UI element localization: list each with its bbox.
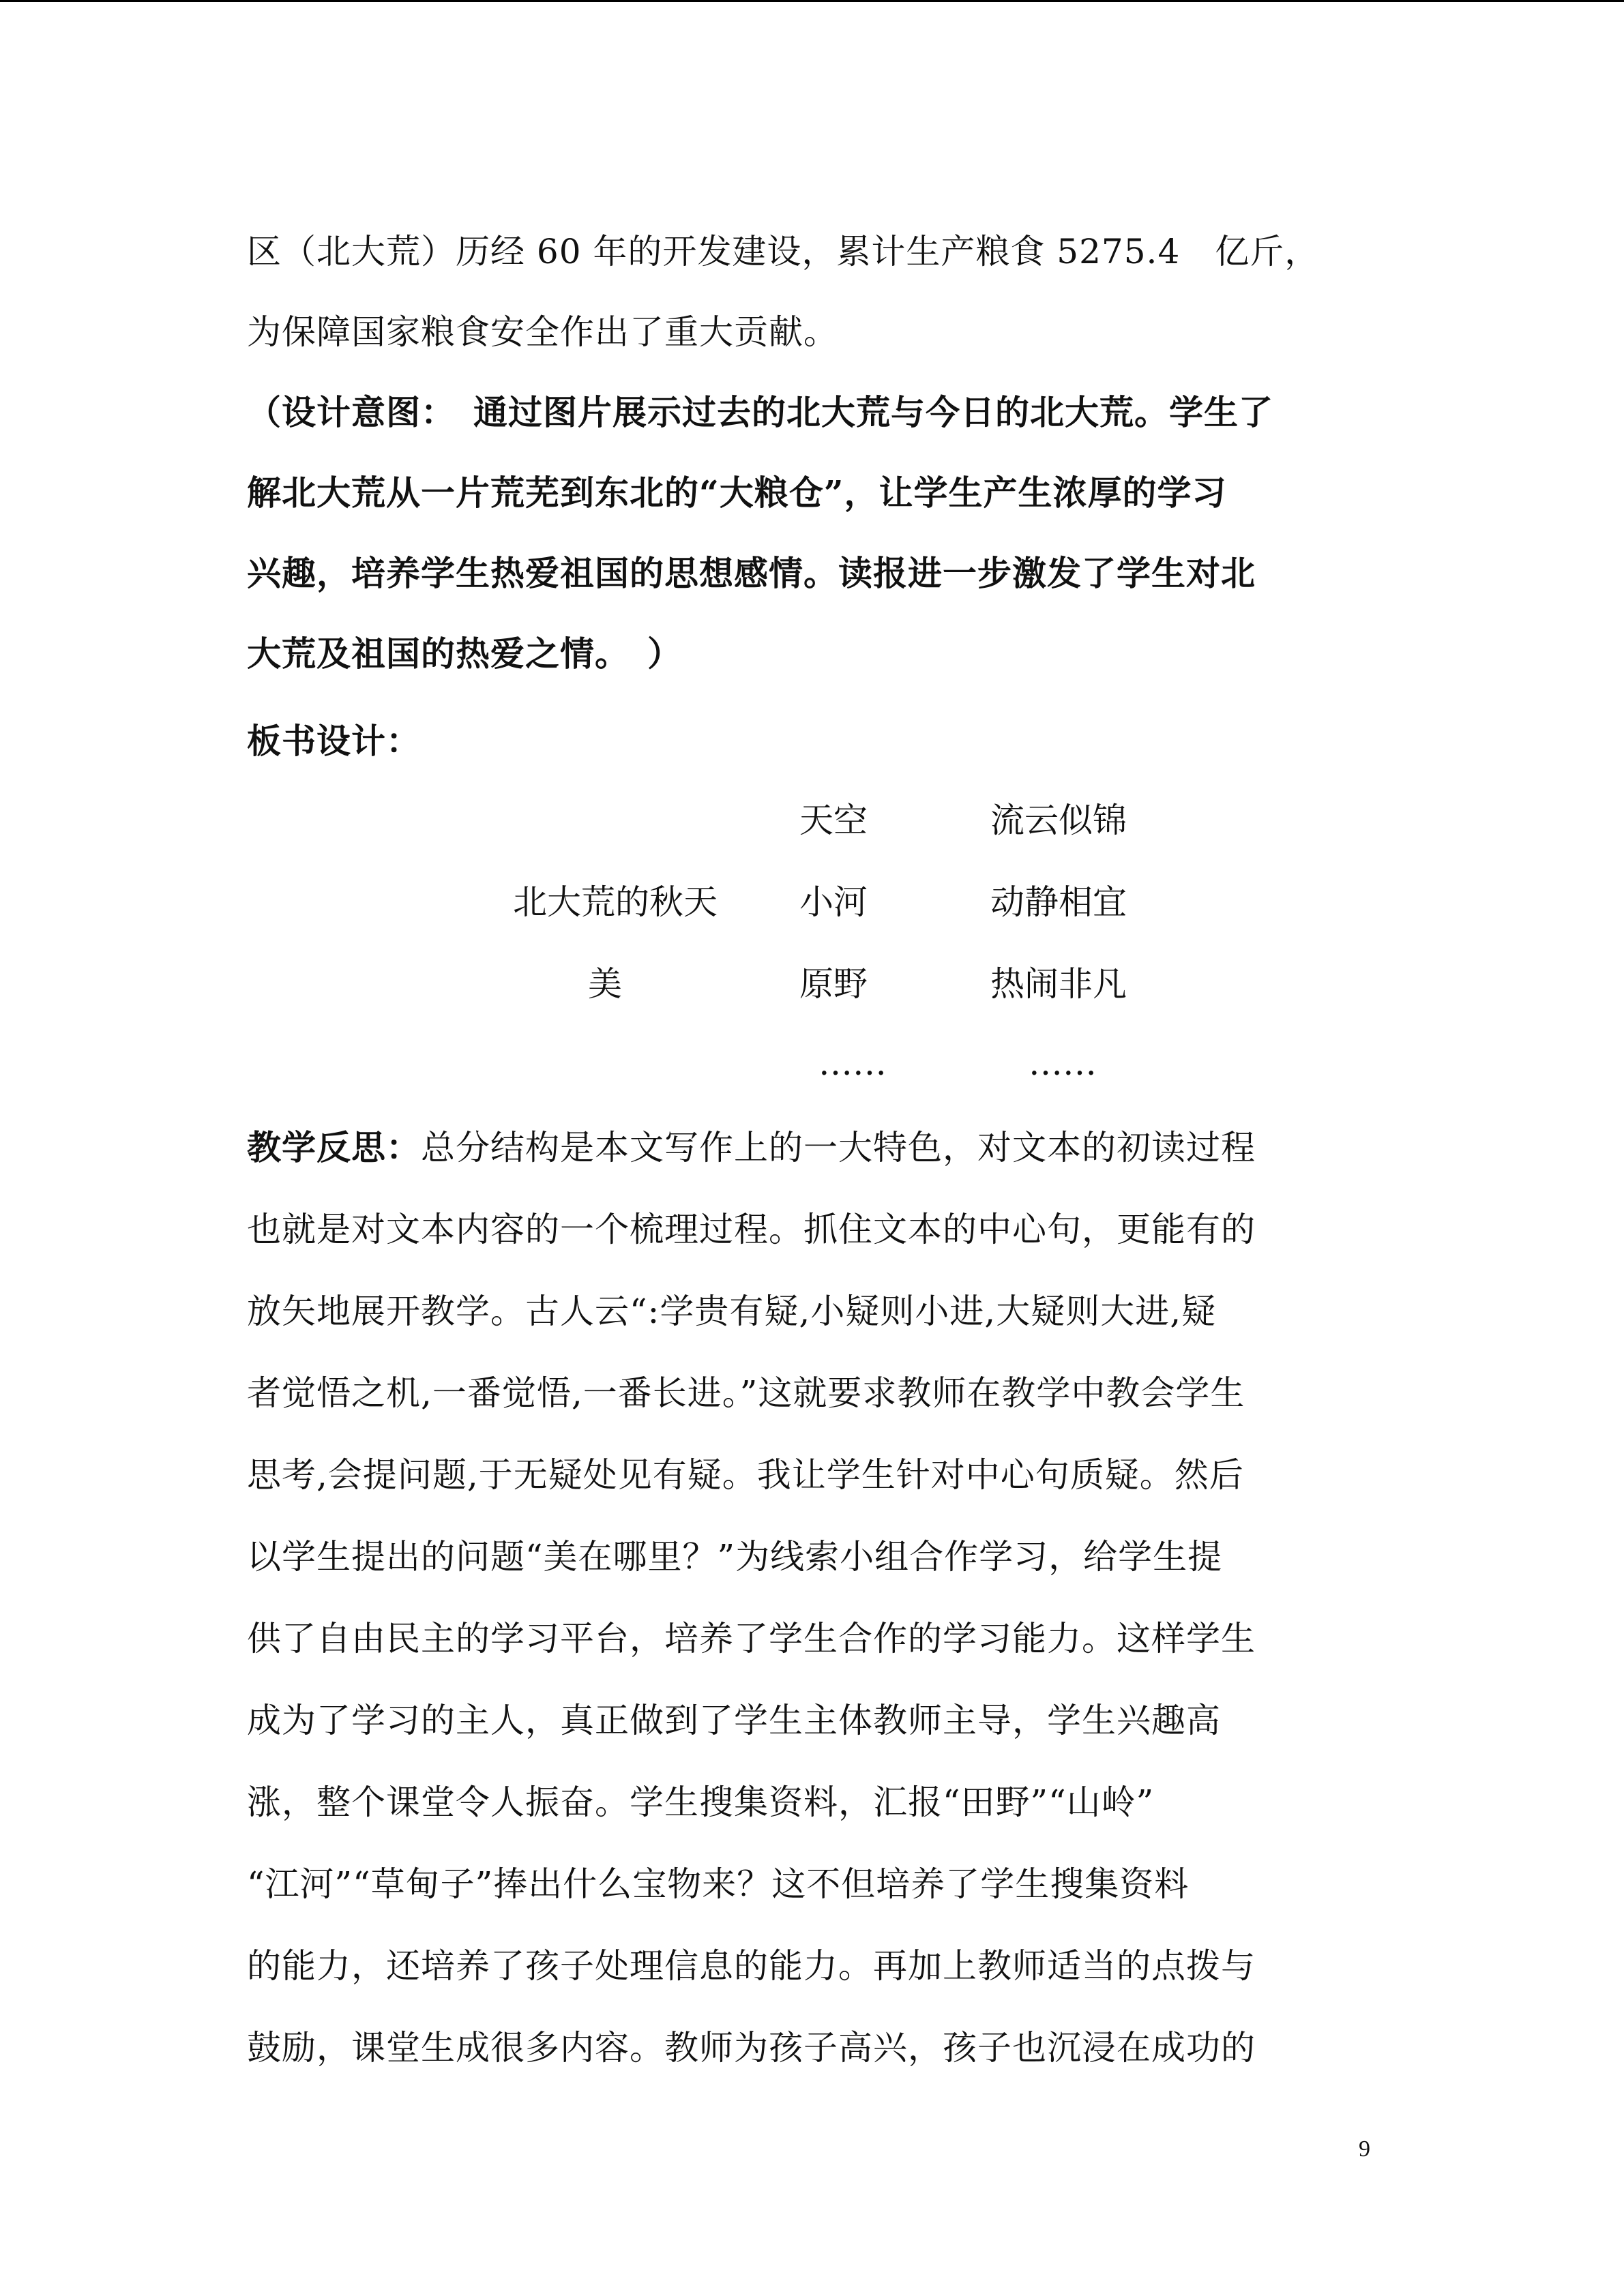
design-intent-line: 兴趣，培养学生热爱祖国的思想感情。读报进一步激发了学生对北 <box>247 553 1256 593</box>
board-theme: 美 <box>588 964 622 1004</box>
design-intent-line: （设计意图： 通过图片展示过去的北大荒与今日的北大荒。学生了 <box>247 392 1273 432</box>
reflection-heading: 教学反思： <box>247 1127 421 1167</box>
reflection-line: “江河”“草甸子”捧出什么宝物来？这不但培养了学生搜集资料 <box>247 1864 1190 1904</box>
board-scene: 天空 <box>799 801 868 840</box>
board-feature: 动静相宜 <box>990 882 1127 922</box>
design-intent-line: 解北大荒从一片荒芜到东北的“大粮仓”，让学生产生浓厚的学习 <box>247 473 1227 513</box>
reflection-line: 也就是对文本内容的一个梳理过程。抓住文本的中心句，更能有的 <box>247 1210 1256 1249</box>
board-title: 北大荒的秋天 <box>513 882 718 922</box>
reflection-line: 涨，整个课堂令人振奋。学生搜集资料，汇报“田野”“山岭” <box>247 1783 1155 1822</box>
reflection-line: 思考,会提问题,于无疑处见有疑。我让学生针对中心句质疑。然后 <box>247 1455 1244 1495</box>
reflection-first-line <box>247 1124 1256 1172</box>
board-scene: …… <box>818 1043 887 1083</box>
board-scene: 小河 <box>799 882 868 922</box>
board-feature: 流云似锦 <box>990 801 1127 840</box>
board-feature: 热闹非凡 <box>990 964 1127 1004</box>
page-number: 9 <box>1359 2136 1370 2162</box>
intro-line: 为保障国家粮食安全作出了重大贡献。 <box>247 312 838 352</box>
reflection-line: 成为了学习的主人，真正做到了学生主体教师主导，学生兴趣高 <box>247 1701 1221 1740</box>
page-top-border <box>0 0 1624 2</box>
board-feature: …… <box>1029 1043 1097 1083</box>
reflection-text: 总分结构是本文写作上的一大特色，对文本的初读过程 <box>421 1128 1256 1167</box>
reflection-line: 者觉悟之机,一番觉悟,一番长进。”这就要求教师在教学中教会学生 <box>247 1373 1245 1413</box>
reflection-line: 放矢地展开教学。古人云“:学贵有疑,小疑则小进,大疑则大进,疑 <box>247 1292 1217 1331</box>
intro-line: 区（北大荒）历经 60 年的开发建设，累计生产粮食 5275.4 亿斤， <box>247 232 1320 271</box>
board-design-heading: 板书设计： <box>247 721 421 761</box>
board-scene: 原野 <box>799 964 868 1004</box>
reflection-line: 供了自由民主的学习平台，培养了学生合作的学习能力。这样学生 <box>247 1619 1256 1658</box>
reflection-line: 以学生提出的问题“美在哪里？”为线索小组合作学习，给学生提 <box>247 1537 1223 1577</box>
reflection-line: 鼓励，课堂生成很多内容。教师为孩子高兴，孩子也沉浸在成功的 <box>247 2028 1256 2068</box>
design-intent-line: 大荒及祖国的热爱之情。 ） <box>247 633 682 674</box>
reflection-line: 的能力，还培养了孩子处理信息的能力。再加上教师适当的点拨与 <box>247 1946 1256 1986</box>
